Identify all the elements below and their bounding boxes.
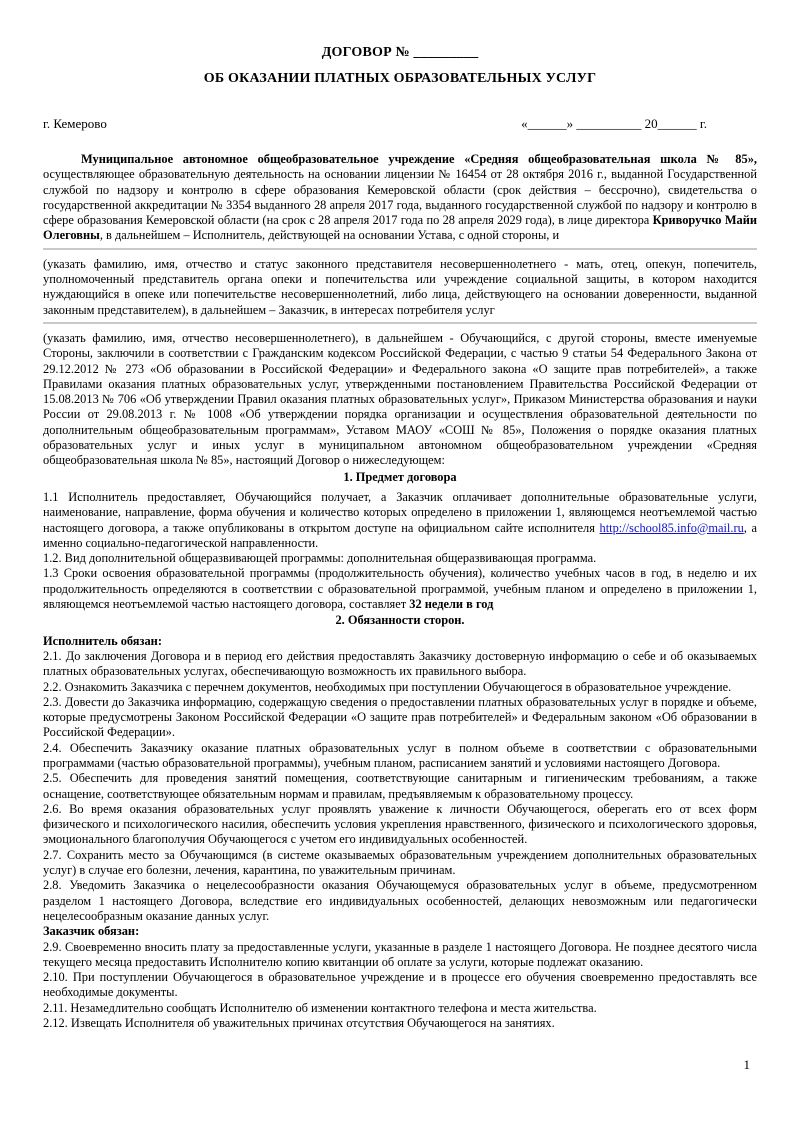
document-title: [43, 40, 757, 92]
text-run: 2.12. Извещать Исполнителя об уважительных причинах отсутствия Обучающегося на занятиях.: [43, 1016, 555, 1031]
blank-line-rule: [43, 248, 757, 250]
text-run: Исполнитель обязан:: [43, 633, 162, 648]
clause-2-8: [43, 878, 757, 924]
executor-obligations-label: [43, 634, 757, 649]
text-run: 2.3. Довести до Заказчика информацию, содержащую сведения о предоставлении платных образовательных услуг в порядке и объеме, которые предусмотрены Законом Российской Федерации «О защите прав потребителей» и Федеральным законом «Об образовании в Российской Федерации».: [43, 694, 757, 740]
clause-2-9: [43, 940, 757, 971]
text-run: 2.9. Своевременно вносить плату за предоставленные услуги, указанные в разделе 1 настоящего Договора. Не позднее десятого числа текущего месяца предоставить Исполнителю копию квитанции об оплате за услуги, которые подлежат оказанию.: [43, 939, 757, 969]
place-date-row: [43, 116, 757, 132]
clause-2-5: [43, 771, 757, 802]
page-number: 1: [743, 1057, 750, 1072]
date-blank: «______» __________ 20______ г.: [521, 116, 707, 131]
section-heading-2: [43, 613, 757, 628]
text-run: Заказчик обязан:: [43, 924, 140, 939]
executor-site-link[interactable]: http://school85.info@mail.ru: [599, 520, 744, 535]
clause-1-3: [43, 566, 757, 612]
blank-line-rule: [43, 322, 757, 324]
clause-2-2: [43, 680, 757, 695]
text-run: , в дальнейшем – Исполнитель, действующей на основании Устава, с одной стороны, и: [99, 228, 560, 243]
text-run: 2.11. Незамедлительно сообщать Исполнителю об изменении контактного телефона и места жительства.: [43, 1000, 597, 1015]
text-run: 2.5. Обеспечить для проведения занятий помещения, соответствующие санитарным и гигиеническим требованиям, а также оснащение, соответствующее обязательным нормам и правилам, предъявляемым к образовательному процессу.: [43, 771, 757, 801]
bold-text-run: Муниципальное автономное общеобразовательное учреждение «Средняя общеобразовательная школа № 85»,: [81, 152, 757, 166]
text-run: 2.10. При поступлении Обучающегося в образовательное учреждение и в процессе его обучения своевременно предоставлять все необходимые документы.: [43, 970, 757, 1000]
clause-2-4: [43, 741, 757, 772]
clause-2-11: [43, 1001, 757, 1016]
document-title-line2: ОБ ОКАЗАНИИ ПЛАТНЫХ ОБРАЗОВАТЕЛЬНЫХ УСЛУГ: [203, 71, 597, 86]
clause-2-7: [43, 848, 757, 879]
intro-executor-paragraph: [43, 152, 757, 244]
bold-text-run: Криворучко Майи Олеговны: [43, 213, 757, 243]
text-run: осуществляющее образовательную деятельность на основании лицензии № 16454 от 28 октября 2016 г., выданной Государственной службой по надзору и контролю в сфере образования Кемеровской области (срок действия – бессрочно), свидетельства о государственной аккредитации № 3354 выданного 28 апреля 2017 года, выданного государственной службой по надзору и контролю в сфере образования Кемеровской области (на срок с 28 апреля 2017 года по 28 апреля 2029 года), в лице директора: [43, 167, 757, 228]
text-run: 2.7. Сохранить место за Обучающимся (в системе оказываемых образовательным учреждением дополнительных образовательных услуг) в случае его болезни, лечения, карантина, по уважительным причинам.: [43, 847, 757, 878]
customer-obligations-label: [43, 924, 757, 939]
student-definition-paragraph: [43, 331, 757, 469]
text-run: 2.8. Уведомить Заказчика о нецелесообразности оказания Обучающемуся образовательных услуг в объеме, предусмотренном разделом 1 настоящего Договора, вследствие его индивидуальных особенностей, делающих невозможным или педагогически нецелесообразным оказание данных услуг.: [43, 878, 757, 923]
clause-2-6: [43, 802, 757, 848]
clause-2-3: [43, 695, 757, 741]
text-run: 2.2. Ознакомить Заказчика с перечнем документов, необходимых при поступлении Обучающегося в образовательное учреждение.: [43, 679, 732, 694]
text-run: 1.2. Вид дополнительной общеразвивающей программы: дополнительная общеразвивающая программа.: [43, 551, 597, 566]
customer-definition-paragraph: [43, 257, 757, 318]
text-run: (указать фамилию, имя, отчество несовершеннолетнего), в дальнейшем - Обучающийся, с другой стороны, вместе именуемые Стороны, заключили в соответствии с Гражданским кодексом Российской Федерации, с частью 9 статьи 54 Федерального Закона от 29.12.2012 № 273 «Об образовании в Российской Федерации» и Федерального закона «О защите прав потребителей», а также Правилами оказания платных образовательных услуг, утвержденными постановлением Правительства Российской Федерации от 15.08.2013 № 706 «Об утверждении Правил оказания платных образовательных услуг», Приказом Министерства образования и науки России от 29.08.2013 г. № 1008 «Об утверждении порядка организации и осуществления образовательной деятельности по дополнительным общеобразовательным программам», Уставом МАОУ «СОШ № 85», Положения о порядке оказания платных образовательных услуг и иных услуг в муниципальном автономном общеобразовательном учреждении «Средняя общеобразовательная школа № 85», настоящий Договор о нижеследующем:: [43, 330, 757, 468]
text-run: 1. Предмет договора: [343, 469, 457, 484]
text-run: 2.1. До заключения Договора и в период его действия предоставлять Заказчику достоверную информацию о себе и об оказываемых платных образовательных услугах, обеспечивающую возможность их правильного выбора.: [43, 648, 757, 679]
contract-body: [43, 152, 757, 1031]
text-run: 2.4. Обеспечить Заказчику оказание платных образовательных услуг в полном объеме в соответствии с образовательными программами (частью образовательной программы), учебным планом, расписанием занятий и условиями настоящего Договора.: [43, 740, 757, 770]
clause-2-1: [43, 649, 757, 680]
text-run: 1.1 Исполнитель предоставляет, Обучающийся получает, а Заказчик оплачивает дополнительные образовательные услуги, наименование, направление, форма обучения и количество которых определено в приложении 1, являющемся неотъемлемой частью настоящего договора, а также опубликованы в открытом доступе на официальном сайте исполнителя: [43, 489, 757, 535]
city-label: г. Кемерово: [43, 116, 107, 131]
section-heading-1: [43, 470, 757, 485]
clause-2-12: [43, 1016, 757, 1031]
text-run: 1.3 Сроки освоения образовательной программы (продолжительность обучения), количество учебных часов в год, в неделю и их продолжительность определяются в соответствии с образовательной программой, учебным планом и определено в приложении 1, являющемся неотъемлемой частью настоящего договора, составляет: [43, 566, 757, 612]
text-run: 2.6. Во время оказания образовательных услуг проявлять уважение к личности Обучающегося, оберегать его от всех форм физического и психологического насилия, обеспечить условия укрепления нравственного, физического и психологического здоровья, эмоционального благополучия Обучающегося с учетом его индивидуальных особенностей.: [43, 801, 757, 847]
text-run: , а именно социально-педагогической направленности.: [43, 520, 757, 550]
clause-1-1: [43, 490, 757, 551]
clause-2-10: [43, 970, 757, 1001]
bold-text-run: 32 недели в год: [409, 597, 494, 612]
text-run: 2. Обязанности сторон.: [335, 613, 465, 628]
clause-1-2: [43, 551, 757, 566]
text-run: (указать фамилию, имя, отчество и статус законного представителя несовершеннолетнего - мать, отец, опекун, попечитель, уполномоченный представитель органа опеки и попечительства или учреждение социальной защиты, в котором находится нуждающийся в опеке или попечительстве несовершеннолетний, либо лица, действующего на основании доверенности, выданной законным представителем), в дальнейшем – Заказчик, в интересах потребителя услуг: [43, 256, 757, 317]
document-title-line1: ДОГОВОР № _________: [321, 45, 479, 60]
